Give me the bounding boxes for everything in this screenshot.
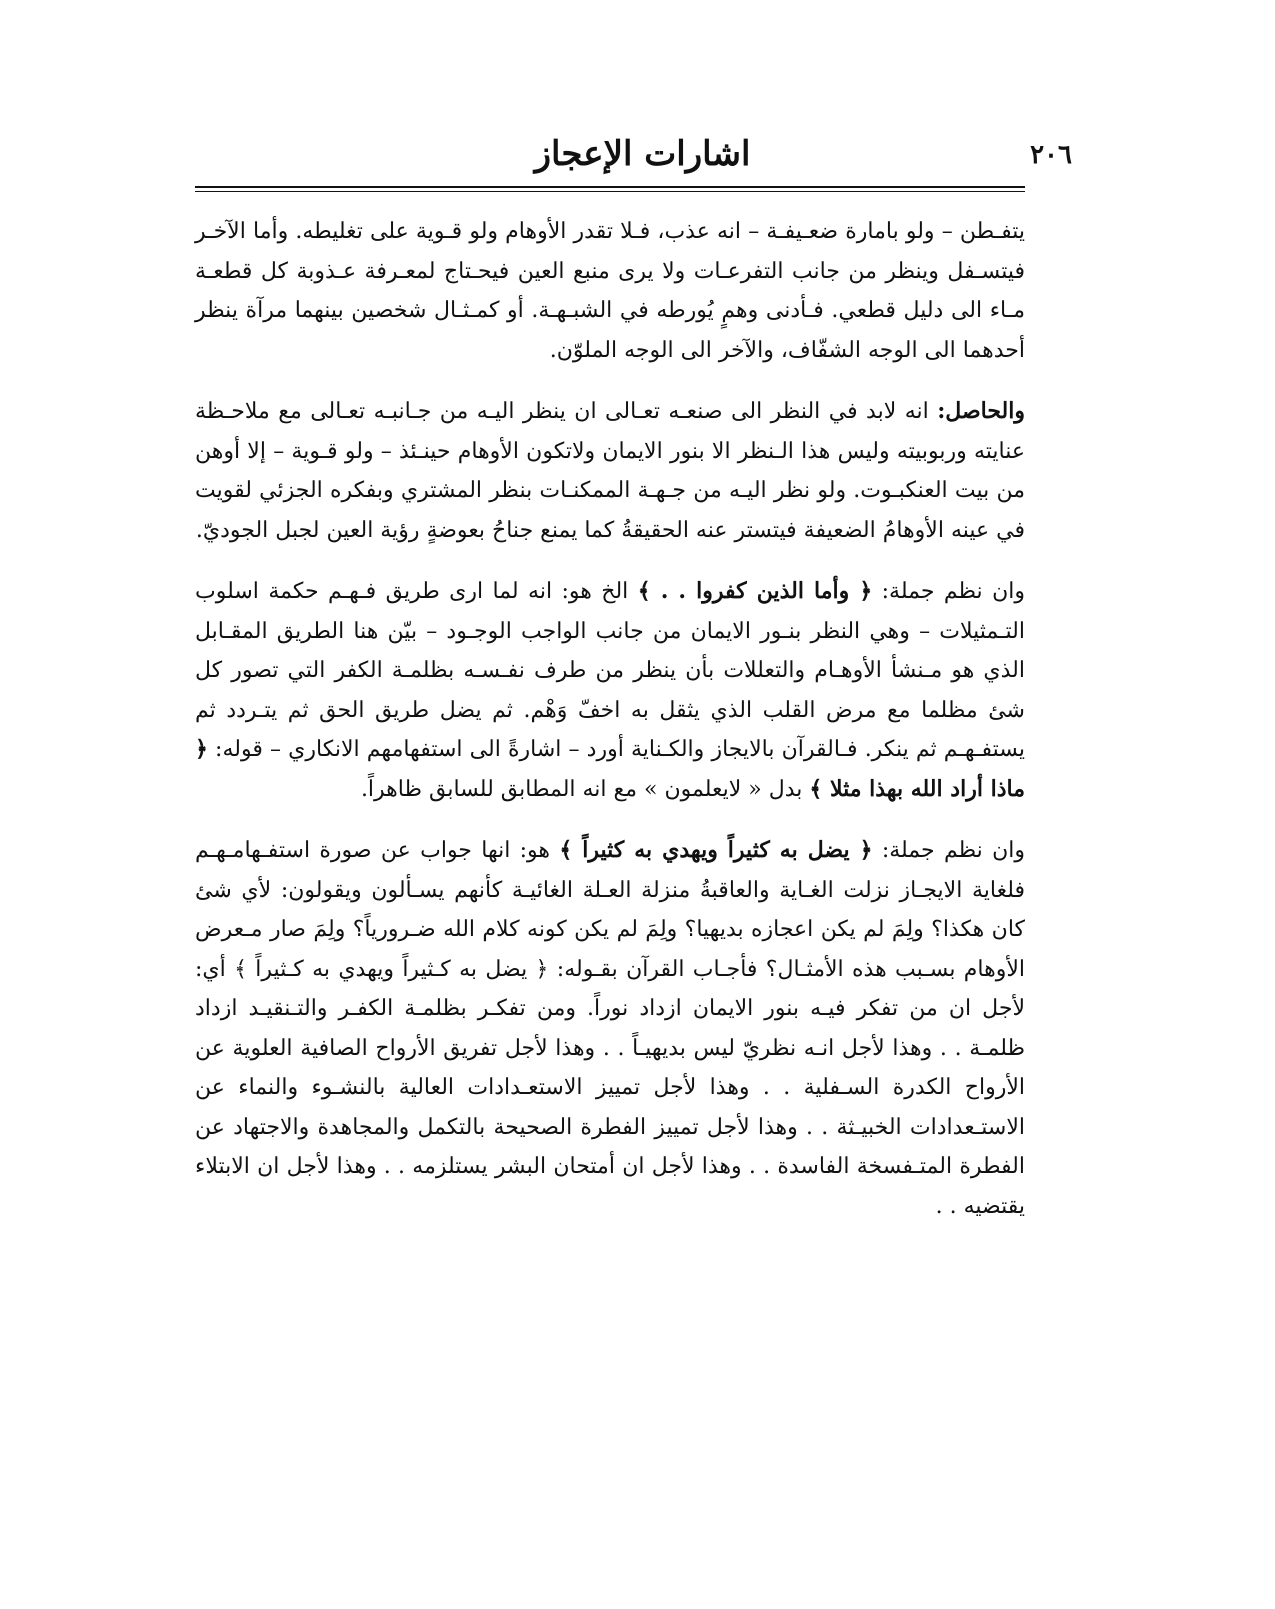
header-rule-thick (195, 186, 1025, 188)
running-title: اشارات الإعجاز (534, 134, 751, 174)
paragraph-2-text: انه لابد في النظر الى صنعـه تعـالى ان ينظر اليـه من جـانبـه تعـالى مع ملاحـظة عنايته وربوبيته وليس هذا الـنظر الا بنور الايمان ولاتكون الأوهام حينـئذ – ولو قـوية – إلا أوهن من بيت العنكبـوت. ولو نظر اليـه من جـهـة الممكنـات بنظر المشتري وبفكره الجزئي لقويت في عينه الأوهامُ الضعيفة فيتستر عنه الحقيقةُ كما يمنع جناحُ بعوضةٍ رؤية العين لجبل الجوديّ. (195, 399, 1025, 543)
paragraph-3-text-2: بدل « لايعلمون » مع انه المطابق للسابق ظاهراً. (360, 776, 810, 802)
paragraph-4-before: وان نظم جملة: (872, 838, 1025, 863)
paragraph-3-quote-2: ﴿ ماذا أراد الله بهذا مثلا ﴾ (195, 736, 1025, 802)
paragraph-2 (195, 392, 1025, 550)
paragraph-3-text: الخ هو: انه لما ارى طريق فـهـم حكمة اسلوب التـمثيلات – وهي النظر بنـور الايمان من جانب الواجب الوجـود – بيّن هنا الطريق المقـابل الذي هو مـنشأ الأوهـام والتعللات بأن ينظر من طرف نفـسـه بظلمـة الكفر التي تصور كل شئ مظلما مع مرض القلب الذي يثقل به اخفّ وَهْم. ثم يضل طريق الحق ثم يتـردد ثم يستفـهـم ثم ينكر. فـالقرآن بالايجاز والكـناية أورد – اشارةً الى استفهامهم الانكاري – قوله: (195, 579, 1025, 762)
paragraph-1-text: يتفـطن – ولو بامارة ضعـيفـة – انه عذب، فـلا تقدر الأوهام ولو قـوية على تغليطه. وأما الآخـر فيتسـفل وينظر من جانب التفرعـات ولا يرى منبع العين فيحـتاج لمعـرفة عـذوبة كل قطعـة مـاء الى دليل قطعي. فـأدنى وهمٍ يُورطه في الشبـهـة. أو كمـثـال شخصين بينهما مرآة ينظر أحدهما الى الوجه الشفّاف، والآخر الى الوجه الملوّن. (195, 219, 1025, 363)
paragraph-2-lead: والحاصل: (937, 398, 1025, 424)
paragraph-3-quote: ﴿ وأما الذين كفروا . . ﴾ (637, 578, 873, 604)
paragraph-3-before: وان نظم جملة: (872, 579, 1025, 604)
paragraph-4-text: هو: انها جواب عن صورة استفـهامـهـم فلغاية الايجـاز نزلت الغـاية والعاقبةُ منزلة العـلة الغائيـة كأنهم يسـألون ويقولون: لأي شئ كان هكذا؟ ولِمَ لم يكن اعجازه بديهيا؟ ولِمَ لم يكن كونه كلام الله ضـرورياً؟ ولِمَ صار مـعرض الأوهام بسـبب هذه الأمثـال؟ فأجـاب القرآن بقـوله: ﴿ يضل به كـثيراً ويهدي به كـثيراً ﴾ أي: لأجل ان من تفكر فيـه بنور الايمان ازداد نوراً. ومن تفكـر بظلمـة الكفـر والتـنقيـد ازداد ظلمـة . . وهذا لأجل انـه نظريّ ليس بديهيـاً . . وهذا لأجل تفريق الأرواح الصافية العلوية عن الأرواح الكدرة السـفلية . . وهذا لأجل تمييز الاستعـدادات العالية بالنشـوء والنماء عن الاستـعدادات الخبيـثة . . وهذا لأجل تمييز الفطرة الصحيحة بالتكمل والمجاهدة والاجتهاد عن الفطرة المتـفسخة الفاسدة . . وهذا لأجل ان أمتحان البشر يستلزمه . . وهذا لأجل ان الابتلاء يقتضيه . . (195, 838, 1025, 1219)
paragraph-1 (195, 212, 1025, 370)
page-header (195, 130, 1090, 186)
page-body (195, 212, 1025, 1248)
header-rule-thin (195, 191, 1025, 192)
paragraph-4-quote: ﴿ يضل به كثيراً ويهدي به كثيراً ﴾ (559, 837, 873, 863)
page-number: ٢٠٦ (1030, 140, 1072, 170)
paragraph-3 (195, 572, 1025, 809)
paragraph-4 (195, 831, 1025, 1226)
